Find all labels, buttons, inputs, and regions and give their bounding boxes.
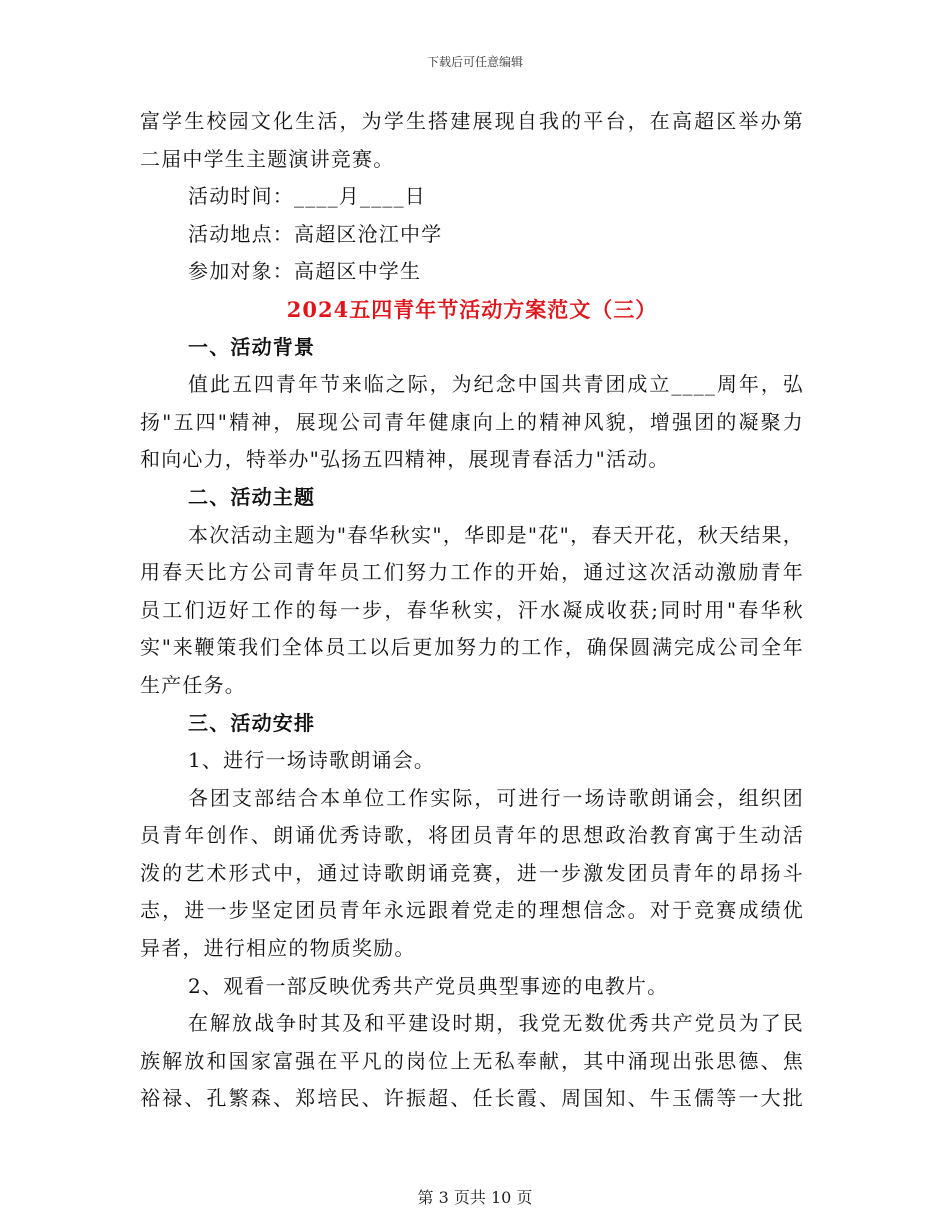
paragraph-line: 员青年创作、朗诵优秀诗歌，将团员青年的思想政治教育寓于生动活 — [140, 823, 804, 848]
paragraph-line: 用春天比方公司青年员工们努力工作的开始，通过这次活动激励青年 — [140, 560, 804, 585]
section-title: 2024五四青年节活动方案范文（三） — [286, 296, 658, 322]
paragraph-line: 异者，进行相应的物质奖励。 — [140, 936, 416, 961]
paragraph-line: 族解放和国家富强在平凡的岗位上无私奉献，其中涌现出张思德、焦 — [140, 1048, 804, 1073]
paragraph-line: 志，进一步坚定团员青年永远跟着党走的理想信念。对于竞赛成绩优 — [140, 898, 804, 923]
paragraph-line: 员工们迈好工作的每一步，春华秋实，汗水凝成收获;同时用"春华秋 — [140, 597, 804, 622]
paragraph-line: 富学生校园文化生活，为学生搭建展现自我的平台，在高超区举办第 — [140, 109, 804, 133]
heading-background: 一、活动背景 — [188, 334, 316, 359]
paragraph-line: 本次活动主题为"春华秋实"，华即是"花"，春天开花，秋天结果， — [188, 522, 804, 547]
heading-arrangement: 三、活动安排 — [188, 710, 316, 735]
paragraph-line: 裕禄、孔繁森、郑培民、许振超、任长霞、周国知、牛玉儒等一大批 — [140, 1086, 804, 1111]
paragraph-line: 二届中学生主题演讲竞赛。 — [140, 146, 395, 171]
event-time-line: 活动时间：____月____日 — [188, 184, 426, 209]
paragraph-line: 生产任务。 — [140, 672, 246, 697]
list-item: 1、进行一场诗歌朗诵会。 — [188, 748, 436, 773]
page-footer: 第 3 页共 10 页 — [417, 1188, 533, 1207]
paragraph-line: 和向心力，特举办"弘扬五四精神，展现青春活力"活动。 — [140, 447, 670, 472]
paragraph-line: 在解放战争时其及和平建设时期，我党无数优秀共产党员为了民 — [188, 1011, 804, 1036]
page-header: 下载后可任意编辑 — [426, 55, 523, 69]
document-body — [140, 103, 804, 1118]
heading-theme: 二、活动主题 — [188, 484, 316, 509]
list-item: 2、观看一部反映优秀共产党员典型事迹的电教片。 — [188, 973, 669, 998]
paragraph-line: 各团支部结合本单位工作实际，可进行一场诗歌朗诵会，组织团 — [188, 785, 804, 810]
paragraph-line: 值此五四青年节来临之际，为纪念中国共青团成立____周年，弘 — [188, 372, 804, 397]
paragraph-line: 扬"五四"精神，展现公司青年健康向上的精神风貌，增强团的凝聚力 — [140, 409, 804, 434]
paragraph-line: 泼的艺术形式中，通过诗歌朗诵竞赛，进一步激发团员青年的昂扬斗 — [140, 860, 804, 885]
participants-line: 参加对象：高超区中学生 — [188, 259, 422, 284]
event-location-line: 活动地点：高超区沧江中学 — [188, 221, 443, 246]
paragraph-line: 实"来鞭策我们全体员工以后更加努力的工作，确保圆满完成公司全年 — [140, 635, 804, 660]
